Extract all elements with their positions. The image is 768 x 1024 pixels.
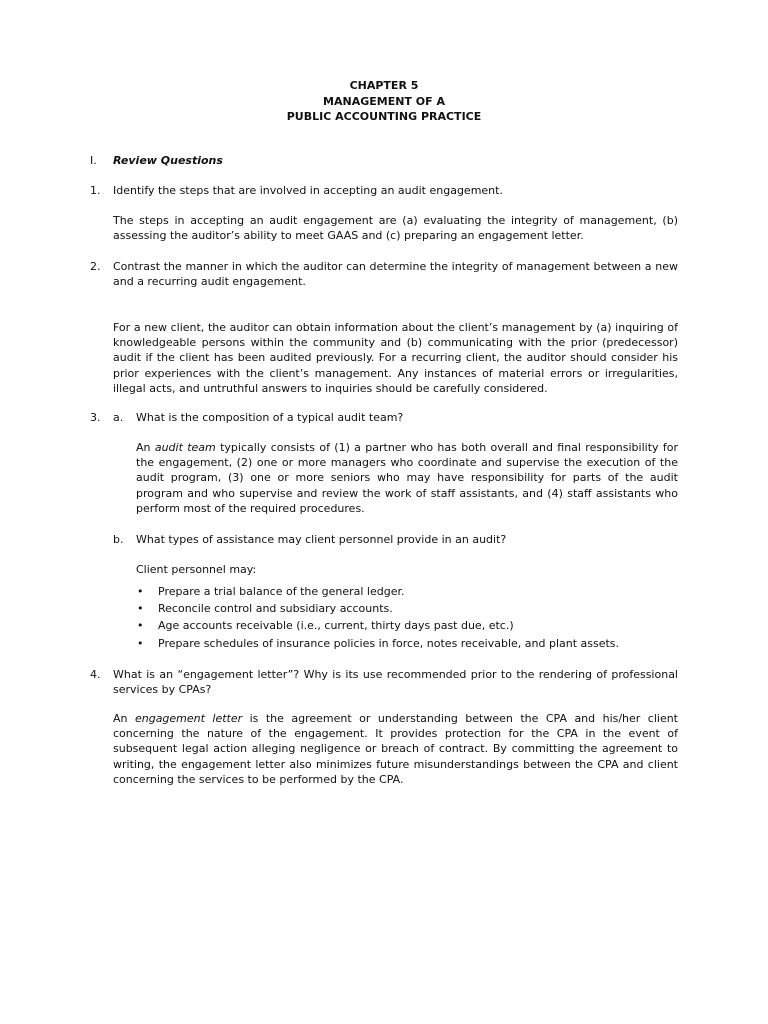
list-item-text: Reconcile control and subsidiary accounts. [158,602,393,616]
q4-answer [113,711,678,787]
q3a-answer-rest: typically consists of (1) a partner who has both overall and final responsibility for the engagement, (2) one or more managers who coordinate and supervise the execution of the audit program, (3) one or more seniors who may have responsibility for parts of the audit program and who supervise and review the work of staff assistants, and (4) staff assistants who perform most of the required procedures. [136,441,678,515]
q4-answer-term: engagement letter [134,712,243,725]
q3a-answer-prefix: An [136,441,155,454]
q1-question: Identify the steps that are involved in accepting an audit engagement. [113,184,503,197]
chapter-title-line2: PUBLIC ACCOUNTING PRACTICE [286,110,482,123]
bullet-icon: • [137,602,144,616]
q3b-intro: Client personnel may: [136,563,257,576]
q1-answer: The steps in accepting an audit engagement are (a) evaluating the integrity of management, (b) assessing the auditor’s ability to meet GAAS and (c) preparing an engagement letter. [113,214,678,243]
q2-answer: For a new client, the auditor can obtain information about the client’s management by (a) inquiring of knowledgeable persons within the community and (b) communicating with the prior (predecessor) audit if the client has been audited previously. For a recurring client, the auditor should consider his prior experiences with the client’s management. Any instances of material errors or irregularities, illegal acts, and untruthful answers to inquiries should be carefully considered. [113,321,678,395]
chapter-title-line1: MANAGEMENT OF A [323,94,445,108]
q3b-label: b. [113,533,124,546]
q2-number: 2. [90,260,101,273]
list-item [136,583,696,600]
q3-number: 3. [90,411,101,424]
q1-number: 1. [90,184,101,197]
q3b-bullet-list [136,583,696,652]
list-item [136,617,696,634]
bullet-icon: • [137,585,144,598]
q4-answer-rest: is the agreement or understanding between the CPA and his/her client concerning the nature of the engagement. It provides protection for the CPA in the event of subsequent legal action alleging negligence or breach of contract. By committing the agreement to writing, the engagement letter also minimizes future misunderstandings between the CPA and client concerning the services to be performed by the CPA. [113,712,678,786]
list-item [136,635,696,652]
bullet-icon: • [137,619,144,633]
list-item [136,600,696,617]
q4-question: What is an “engagement letter”? Why is its use recommended prior to the rendering of professional services by CPAs? [113,668,678,697]
list-item-text: Age accounts receivable (i.e., current, thirty days past due, etc.) [158,619,514,633]
section-title: Review Questions [113,154,223,167]
q3b-question: What types of assistance may client personnel provide in an audit? [136,533,507,546]
list-item-text: Prepare a trial balance of the general ledger. [158,585,405,598]
q3a-answer-term: audit team [154,441,216,454]
q4-answer-prefix: An [113,712,135,725]
q2-question: Contrast the manner in which the auditor can determine the integrity of management between a new and a recurring audit engagement. [113,260,678,289]
section-numeral: I. [90,154,97,167]
q3a-label: a. [113,411,124,424]
q3a-question: What is the composition of a typical audit team? [136,411,404,424]
q4-number: 4. [90,668,101,681]
bullet-icon: • [137,636,144,650]
list-item-text: Prepare schedules of insurance policies in force, notes receivable, and plant assets. [158,636,620,650]
chapter-number: CHAPTER 5 [349,79,419,92]
q3a-answer [136,440,678,516]
